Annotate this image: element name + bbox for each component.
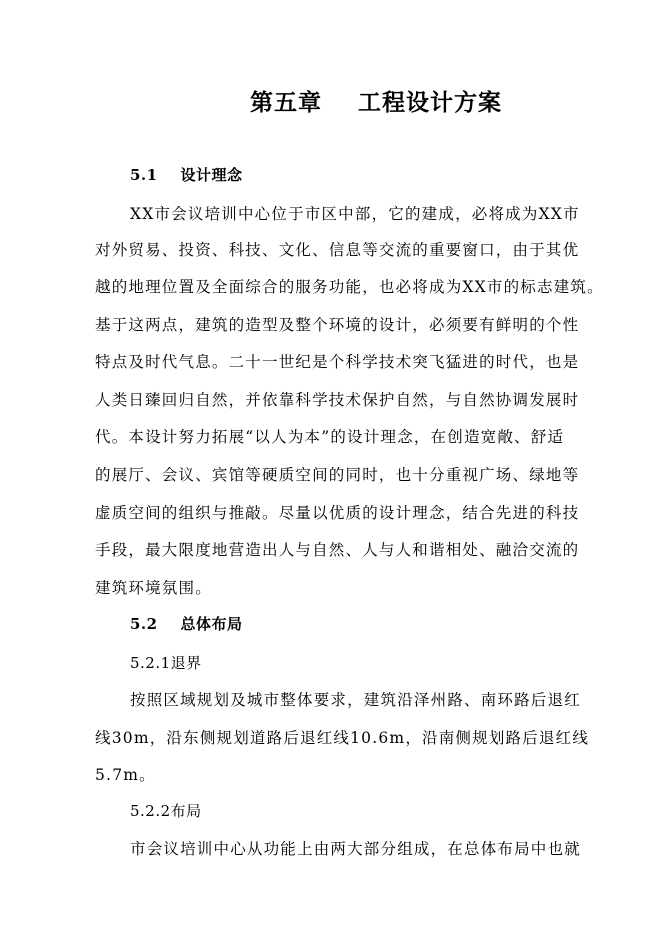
paragraph-line: 越的地理位置及全面综合的服务功能，也必将成为XX市的标志建筑。: [95, 278, 604, 296]
paragraph-line: 线30m，沿东侧规划道路后退红线10.6m，沿南侧规划路后退红线: [95, 729, 590, 747]
section-heading-5-2: 5.2 总体布局: [130, 615, 243, 633]
paragraph-line: 市会议培训中心从功能上由两大部分组成，在总体布局中也就: [130, 840, 581, 858]
paragraph-line: 基于这两点，建筑的造型及整个环境的设计，必须要有鲜明的个性: [95, 316, 580, 334]
paragraph-line: 特点及时代气息。二十一世纪是个科学技术突飞猛进的时代，也是: [95, 353, 580, 371]
subsection-heading-5-2-2: 5.2.2布局: [130, 802, 202, 820]
paragraph-line: XX市会议培训中心位于市区中部，它的建成，必将成为XX市: [130, 205, 580, 223]
paragraph-line: 代。本设计努力拓展“以人为本”的设计理念，在创造宽敞、舒适: [95, 428, 565, 446]
paragraph-line: 5.7m。: [95, 766, 156, 784]
paragraph-line: 按照区域规划及城市整体要求，建筑沿泽州路、南环路后退红: [130, 691, 581, 709]
section-heading-5-1: 5.1 设计理念: [130, 166, 243, 184]
paragraph-line: 对外贸易、投资、科技、文化、信息等交流的重要窗口，由于其优: [95, 241, 580, 259]
paragraph-line: 人类日臻回归自然，并依靠科学技术保护自然，与自然协调发展时: [95, 391, 580, 409]
paragraph-line: 的展厅、会议、宾馆等硬质空间的同时，也十分重视广场、绿地等: [95, 466, 580, 484]
subsection-heading-5-2-1: 5.2.1退界: [130, 654, 202, 672]
chapter-title: 第五章 工程设计方案: [249, 89, 503, 116]
paragraph-line: 虚质空间的组织与推敲。尽量以优质的设计理念，结合先进的科技: [95, 504, 580, 522]
paragraph-line: 手段，最大限度地营造出人与自然、人与人和谐相处、融洽交流的: [95, 541, 580, 559]
paragraph-line: 建筑环境氛围。: [95, 579, 212, 597]
